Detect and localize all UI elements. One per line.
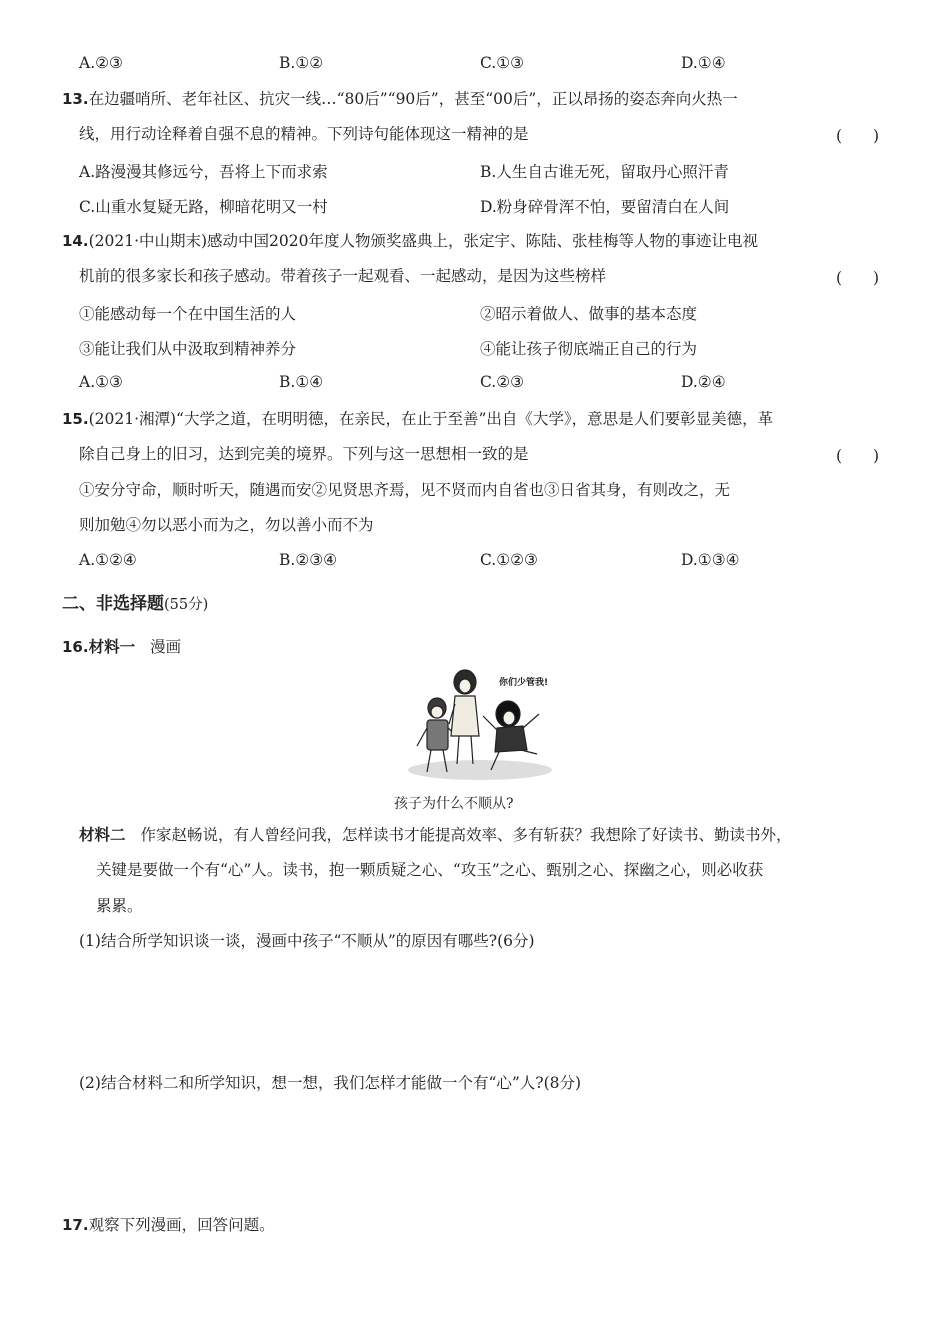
cartoon-image [405, 666, 555, 786]
q14-item-1: ①能感动每一个在中国生活的人 [79, 305, 297, 323]
mother-figure [449, 670, 479, 764]
q12-option-a: A.②③ [79, 54, 123, 72]
q15-option-d: D.①③④ [681, 551, 740, 569]
q15-answer-paren: ( ) [836, 447, 880, 465]
q12-option-d: D.①④ [681, 54, 726, 72]
cartoon-caption: 孩子为什么不顺从? [394, 796, 514, 812]
q14-answer-paren: ( ) [836, 269, 880, 287]
q15-number: 15. [62, 410, 89, 428]
q14-stem-text1: (2021·中山期末)感动中国2020年度人物颁奖盛典上，张定宇、陈陆、张桂梅等人物的事迹让电视 [88, 232, 758, 250]
q15-option-b: B.②③④ [279, 551, 338, 569]
q16-number: 16. [62, 638, 89, 656]
section-2-title: 二、非选择题 [62, 594, 164, 614]
q14-option-c: C.②③ [480, 373, 525, 391]
q12-option-c: C.①③ [480, 54, 525, 72]
q15-items-line1: ①安分守命，顺时听天，随遇而安②见贤思齐焉，见不贤而内自省也③日省其身，有则改之，无 [79, 481, 731, 499]
q15-stem-line2: 除自己身上的旧习，达到完美的境界。下列与这一思想相一致的是 [79, 445, 529, 463]
q15-option-a: A.①②④ [79, 551, 137, 569]
q13-option-c: C.山重水复疑无路，柳暗花明又一村 [79, 198, 328, 216]
q13-option-b: B.人生自古谁无死，留取丹心照汗青 [480, 163, 729, 181]
q14-item-3: ③能让我们从中汲取到精神养分 [79, 340, 297, 358]
q14-stem-line1 [62, 231, 758, 251]
q16-material1-label: 材料一 [88, 638, 136, 656]
q15-items-line2: 则加勉④勿以恶小而为之，勿以善小而不为 [79, 516, 374, 534]
q15-stem-text1: (2021·湘潭)“大学之道，在明明德，在亲民，在止于至善”出自《大学》，意思是人们要彰显美德，革 [88, 410, 774, 428]
q13-stem-line1 [62, 89, 738, 109]
cartoon-speech-bubble: 你们少管我! [499, 678, 549, 688]
q13-option-d: D.粉身碎骨浑不怕，要留清白在人间 [480, 198, 730, 216]
q16-material2-text1: 作家赵畅说，有人曾经问我，怎样读书才能提高效率、多有斩获？我想除了好读书、勤读书外， [140, 826, 792, 844]
q13-stem-line2: 线，用行动诠释着自强不息的精神。下列诗句能体现这一精神的是 [79, 125, 529, 143]
q14-number: 14. [62, 232, 89, 250]
q14-stem-line2: 机前的很多家长和孩子感动。带着孩子一起观看、一起感动，是因为这些榜样 [79, 267, 607, 285]
q14-option-d: D.②④ [681, 373, 726, 391]
q13-answer-paren: ( ) [836, 127, 880, 145]
q16-material2-label: 材料二 [79, 826, 126, 844]
question-17 [62, 1215, 275, 1235]
q14-option-b: B.①④ [279, 373, 324, 391]
q16-material1 [62, 637, 181, 657]
q16-material2-line2: 关键是要做一个有“心”人。读书，抱一颗质疑之心、“攻玉”之心、甄别之心、探幽之心，则必收获 [96, 861, 764, 879]
q17-stem: 观察下列漫画，回答问题。 [88, 1216, 275, 1234]
q16-subquestion-2: (2)结合材料二和所学知识，想一想，我们怎样才能做一个有“心”人?(8分) [79, 1074, 582, 1092]
q13-number: 13. [62, 90, 89, 108]
q12-option-b: B.①② [279, 54, 324, 72]
q16-subquestion-1: (1)结合所学知识谈一谈，漫画中孩子“不顺从”的原因有哪些?(6分) [79, 932, 535, 950]
q16-material1-text: 漫画 [150, 638, 182, 656]
section-2-heading [62, 594, 208, 615]
q14-item-2: ②昭示着做人、做事的基本态度 [480, 305, 698, 323]
q15-option-c: C.①②③ [480, 551, 538, 569]
q14-item-4: ④能让孩子彻底端正自己的行为 [480, 340, 698, 358]
section-2-score: (55分) [164, 597, 209, 613]
q17-number: 17. [62, 1216, 89, 1234]
q14-option-a: A.①③ [79, 373, 123, 391]
child-figure [483, 701, 539, 770]
q13-stem-text1: 在边疆哨所、老年社区、抗灾一线…“80后”“90后”，甚至“00后”，正以昂扬的姿态奔向火热一 [88, 90, 738, 108]
q15-stem-line1 [62, 409, 773, 429]
q16-material2-line1 [79, 825, 792, 845]
q13-option-a: A.路漫漫其修远兮，吾将上下而求索 [79, 163, 328, 181]
q16-material2-line3: 累累。 [96, 897, 143, 915]
cartoon-ground-shadow [408, 760, 552, 780]
